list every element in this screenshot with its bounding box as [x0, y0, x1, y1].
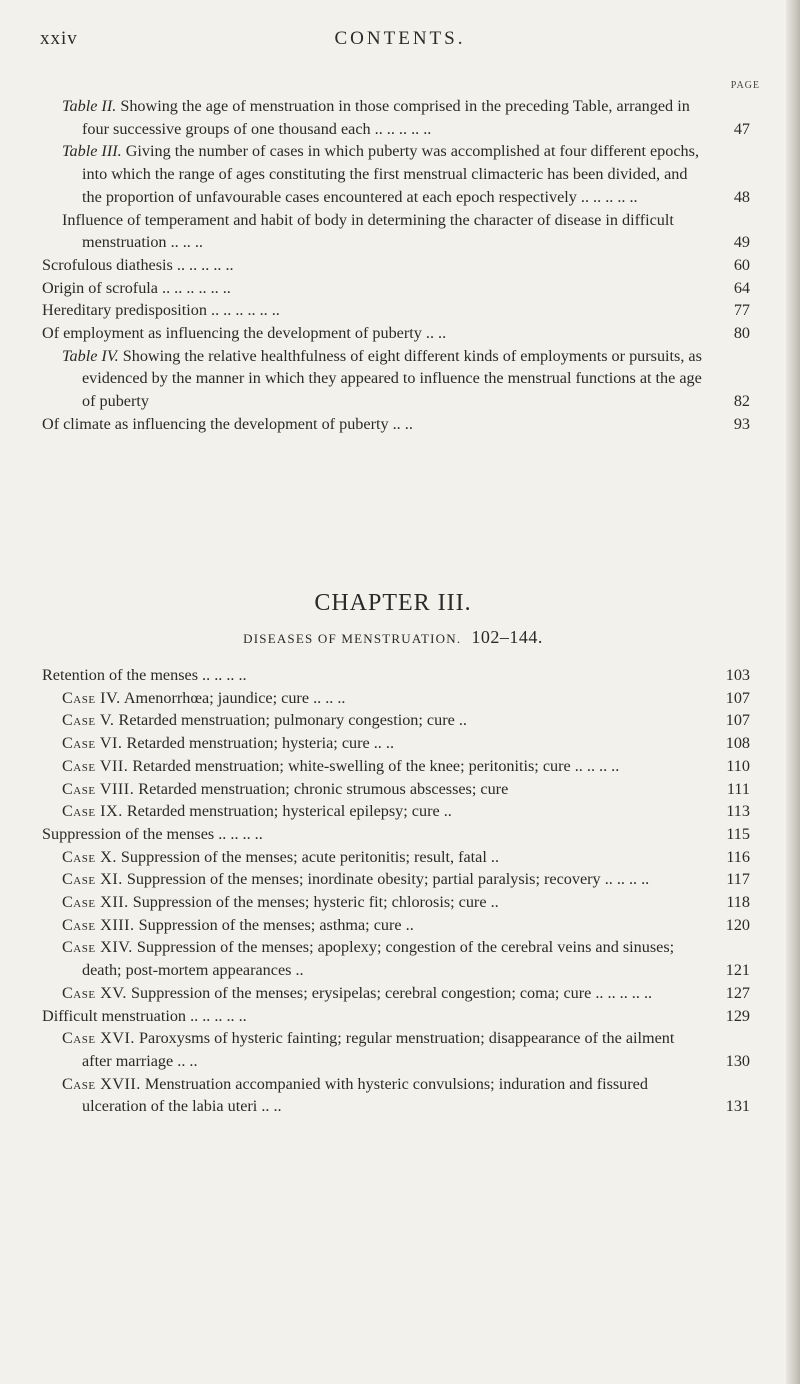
- entry-label: Table III.: [62, 142, 122, 161]
- entry-leader: ..: [439, 802, 452, 821]
- toc-entry: [42, 732, 750, 755]
- entry-text: Menstruation accompanied with hysteric convulsions; induration and fissured ulceration of the labia uteri: [82, 1074, 648, 1116]
- toc-entry: [42, 413, 750, 436]
- toc-entry: [42, 868, 750, 891]
- entry-text: Suppression of the menses; inordinate obesity; partial paralysis; recovery: [126, 870, 601, 889]
- toc-list-top: [42, 95, 750, 436]
- entry-leader: .. ..: [173, 1051, 198, 1070]
- entry-page: 108: [725, 734, 750, 753]
- chapter-subtitle-text: DISEASES OF MENSTRUATION.: [243, 631, 462, 646]
- chapter-subtitle: [0, 627, 786, 648]
- entry-page: 47: [733, 119, 750, 138]
- entry-text: Suppression of the menses: [42, 824, 215, 843]
- entry-leader: .. ..: [388, 414, 413, 433]
- entry-leader: .. ..: [369, 734, 394, 753]
- entry-page: 48: [733, 187, 750, 206]
- toc-entry: [42, 914, 750, 937]
- entry-leader: ..: [401, 915, 414, 934]
- entry-page: 107: [725, 688, 750, 707]
- running-title: CONTENTS.: [334, 28, 466, 49]
- page-column-label: PAGE: [730, 80, 760, 91]
- entry-page: 117: [726, 870, 750, 889]
- entry-text: Suppression of the menses; apoplexy; congestion of the cerebral veins and sinuses; death; post-mortem appearances: [82, 938, 675, 980]
- entry-page: 80: [733, 324, 750, 343]
- toc-entry: [42, 982, 750, 1005]
- entry-text: Suppression of the menses; asthma; cure: [138, 915, 402, 934]
- entry-page: 93: [733, 414, 750, 433]
- entry-text: Paroxysms of hysteric fainting; regular menstruation; disappearance of the ailment after marriage: [82, 1029, 675, 1070]
- toc-entry: [42, 254, 750, 277]
- entry-text: Retention of the menses: [42, 666, 198, 684]
- entry-label: Case VI.: [62, 734, 123, 753]
- toc-entry: [42, 277, 750, 300]
- entry-label: Case VIII.: [62, 779, 135, 798]
- toc-entry: [42, 846, 750, 869]
- entry-leader: .. .. .. .. .. ..: [157, 278, 231, 297]
- entry-leader: .. .. .. ..: [198, 666, 247, 684]
- toc-entry: [42, 891, 750, 914]
- entry-leader: .. .. .. .. .. ..: [206, 301, 280, 320]
- entry-page: 49: [733, 233, 750, 252]
- toc-entry: [42, 299, 750, 322]
- entry-leader: ..: [486, 893, 499, 912]
- toc-entry: [42, 709, 750, 732]
- entry-leader: .. .. .. .. ..: [370, 119, 432, 138]
- entry-leader: .. .. .. .. ..: [591, 983, 653, 1002]
- entry-text: Of employment as influencing the development of puberty: [42, 324, 422, 343]
- entry-text: Showing the age of menstruation in those comprised in the preceding Table, arranged in four successive groups of one thousand each: [82, 97, 690, 138]
- toc-list-chapter-iii: [42, 664, 750, 1118]
- toc-entry: [42, 823, 750, 846]
- entry-page: 127: [725, 983, 750, 1002]
- entry-page: 111: [726, 779, 750, 798]
- entry-text: Retarded menstruation; hysteria; cure: [126, 734, 370, 753]
- page-folio: xxiv: [40, 28, 78, 49]
- entry-label: Case IX.: [62, 802, 123, 821]
- toc-entry: [42, 209, 750, 254]
- toc-entry: [42, 687, 750, 710]
- entry-text: Retarded menstruation; chronic strumous abscesses; cure: [138, 779, 509, 798]
- toc-entry: [42, 1005, 750, 1028]
- entry-text: Of climate as influencing the development of puberty: [42, 414, 389, 433]
- entry-label: Case XV.: [62, 983, 127, 1002]
- entry-leader: .. .. .. ..: [570, 756, 620, 775]
- entry-page: 115: [726, 824, 750, 843]
- entry-leader: .. .. .. ..: [214, 824, 263, 843]
- entry-page: 64: [733, 278, 750, 297]
- entry-page: 110: [726, 756, 750, 775]
- entry-text: Giving the number of cases in which puberty was accomplished at four different epochs, into which the range of ages constituting the first menstrual climacteric has been divided, and the proportion of unfavourable cases encountered at each epoch respectively: [82, 142, 699, 206]
- entry-leader: .. .. .. .. ..: [172, 255, 234, 274]
- entry-text: Difficult menstruation: [42, 1006, 187, 1025]
- entry-leader: ..: [454, 711, 467, 730]
- entry-label: Table II.: [62, 97, 117, 115]
- toc-entry: [42, 345, 750, 413]
- toc-entry: [42, 800, 750, 823]
- entry-leader: .. .. ..: [309, 688, 346, 707]
- entry-text: Suppression of the menses; acute peritonitis; result, fatal: [120, 847, 487, 866]
- entry-text: Influence of temperament and habit of body in determining the character of disease in difficult menstruation: [62, 210, 674, 252]
- entry-page: 118: [726, 893, 750, 912]
- toc-entry: [42, 1073, 750, 1118]
- entry-label: Case XIII.: [62, 915, 135, 934]
- entry-text: Hereditary predisposition: [42, 301, 207, 320]
- entry-leader: .. .. ..: [166, 233, 203, 252]
- toc-entry: [42, 778, 750, 801]
- entry-text: Retarded menstruation; white-swelling of the knee; peritonitis; cure: [132, 756, 571, 775]
- entry-page: 113: [726, 802, 750, 821]
- entry-page: 103: [725, 666, 750, 684]
- entry-page: 60: [733, 255, 750, 274]
- entry-page: 77: [733, 301, 750, 320]
- entry-label: Table IV.: [62, 346, 119, 365]
- entry-text: Suppression of the menses; hysteric fit; chlorosis; cure: [132, 893, 487, 912]
- entry-label: Case IV.: [62, 688, 121, 707]
- entry-text: Retarded menstruation; hysterical epilepsy; cure: [126, 802, 440, 821]
- page-edge: [786, 0, 800, 1384]
- toc-entry: [42, 1027, 750, 1072]
- toc-entry: [42, 755, 750, 778]
- entry-label: Case XVII.: [62, 1074, 141, 1093]
- toc-entry: [42, 140, 750, 208]
- entry-text: Amenorrhœa; jaundice; cure: [123, 688, 310, 707]
- entry-page: 120: [725, 915, 750, 934]
- entry-leader: .. .. .. .. ..: [186, 1006, 247, 1025]
- entry-label: Case X.: [62, 847, 117, 866]
- entry-leader: ..: [486, 847, 499, 866]
- entry-leader: ..: [291, 961, 304, 980]
- entry-text: Retarded menstruation; pulmonary congestion; cure: [118, 711, 455, 730]
- entry-label: Case XVI.: [62, 1029, 135, 1048]
- entry-label: Case XI.: [62, 870, 123, 889]
- entry-label: Case XIV.: [62, 938, 133, 957]
- chapter-title: CHAPTER III.: [314, 590, 472, 616]
- entry-page: 121: [725, 961, 750, 980]
- entry-text: Suppression of the menses; erysipelas; cerebral congestion; coma; cure: [131, 983, 592, 1002]
- chapter-page-range: 102–144.: [471, 627, 543, 647]
- entry-page: 116: [726, 847, 750, 866]
- page-header: [40, 28, 760, 58]
- entry-text: Scrofulous diathesis: [42, 255, 173, 274]
- entry-leader: .. .. .. .. ..: [576, 187, 638, 206]
- entry-label: Case VII.: [62, 756, 129, 775]
- entry-label: Case V.: [62, 711, 115, 730]
- entry-leader: .. ..: [257, 1097, 282, 1116]
- entry-page: 130: [725, 1051, 750, 1070]
- entry-page: 129: [725, 1006, 750, 1025]
- entry-text: Showing the relative healthfulness of eight different kinds of employments or pursuits, as evidenced by the manner in which they appeared to influence the menstrual functions at the age of puberty: [82, 346, 702, 411]
- entry-page: 82: [733, 392, 750, 411]
- toc-entry: [42, 95, 750, 140]
- entry-text: Origin of scrofula: [42, 278, 158, 297]
- entry-page: 131: [725, 1097, 750, 1116]
- entry-leader: .. .. .. ..: [600, 870, 650, 889]
- toc-entry: [42, 936, 750, 981]
- toc-entry: [42, 322, 750, 345]
- toc-entry: [42, 664, 750, 687]
- entry-leader: .. ..: [421, 324, 447, 343]
- entry-label: Case XII.: [62, 893, 129, 912]
- entry-page: 107: [725, 711, 750, 730]
